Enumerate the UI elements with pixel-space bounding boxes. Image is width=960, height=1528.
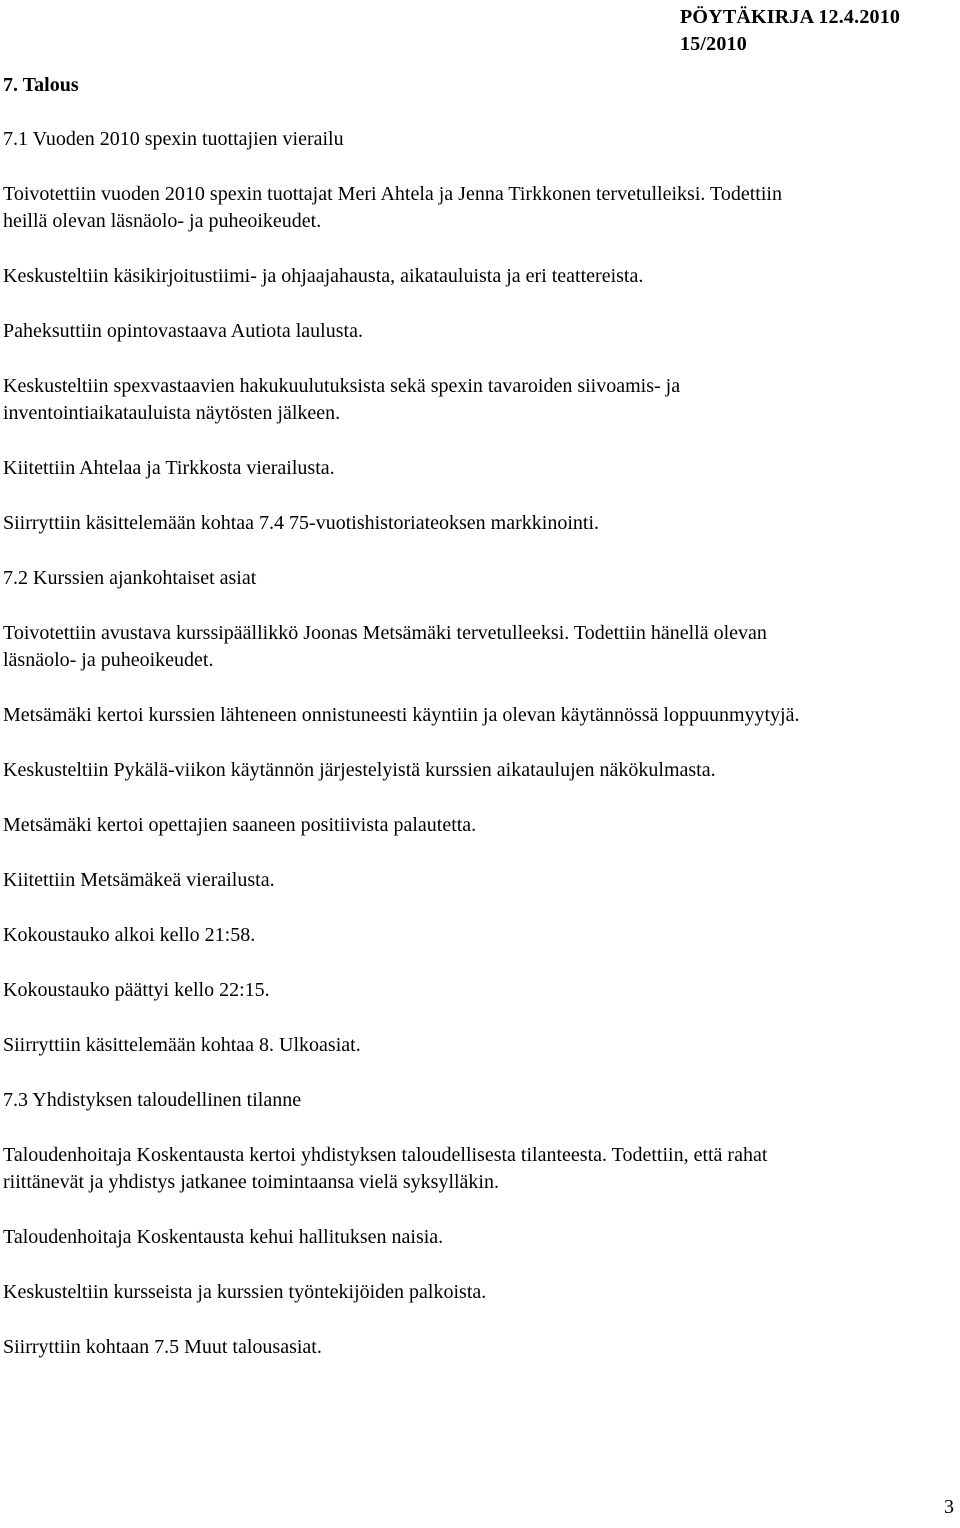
paragraph: Kiitettiin Metsämäkeä vierailusta. (3, 869, 275, 891)
paragraph: Toivotettiin avustava kurssipäällikkö Joonas Metsämäki tervetulleeksi. Todettiin hänellä olevan läsnäolo- ja puheoikeudet. (3, 622, 767, 671)
header-number: 15/2010 (680, 33, 747, 55)
paragraph: Keskusteltiin spexvastaavien hakukuulutuksista sekä spexin tavaroiden siivoamis- ja inventointiaikatauluista näytösten jälkeen. (3, 375, 681, 424)
subsection-title-7-1: 7.1 Vuoden 2010 spexin tuottajien vierailu (3, 128, 344, 150)
paragraph: Metsämäki kertoi kurssien lähteneen onnistuneesti käyntiin ja olevan käytännössä loppuunmyytyjä. (3, 704, 800, 726)
paragraph: Paheksuttiin opintovastaava Autiota laulusta. (3, 320, 363, 342)
paragraph: Metsämäki kertoi opettajien saaneen positiivista palautetta. (3, 814, 477, 836)
paragraph: Taloudenhoitaja Koskentausta kertoi yhdistyksen taloudellisesta tilanteesta. Todettiin, että rahat riittänevät ja yhdistys jatkanee toimintaansa vielä syksylläkin. (3, 1144, 768, 1193)
paragraph: Keskusteltiin kursseista ja kurssien työntekijöiden palkoista. (3, 1281, 487, 1303)
page-number: 3 (944, 1496, 954, 1518)
paragraph: Keskusteltiin käsikirjoitustiimi- ja ohjaajahausta, aikatauluista ja eri teattereista. (3, 265, 644, 287)
paragraph: Kiitettiin Ahtelaa ja Tirkkosta vierailusta. (3, 457, 335, 479)
paragraph: Kokoustauko päättyi kello 22:15. (3, 979, 270, 1001)
paragraph: Siirryttiin käsittelemään kohtaa 8. Ulkoasiat. (3, 1034, 361, 1056)
paragraph: Taloudenhoitaja Koskentausta kehui hallituksen naisia. (3, 1226, 444, 1248)
subsection-title-7-2: 7.2 Kurssien ajankohtaiset asiat (3, 567, 257, 589)
paragraph: Keskusteltiin Pykälä-viikon käytännön järjestelyistä kurssien aikataulujen näkökulmasta. (3, 759, 716, 781)
subsection-title-7-3: 7.3 Yhdistyksen taloudellinen tilanne (3, 1089, 302, 1111)
paragraph: Siirryttiin kohtaan 7.5 Muut talousasiat. (3, 1336, 322, 1358)
section-title: 7. Talous (3, 74, 79, 96)
document-header (680, 4, 900, 58)
paragraph: Siirryttiin käsittelemään kohtaa 7.4 75-vuotishistoriateoksen markkinointi. (3, 512, 600, 534)
document-body (3, 72, 953, 1361)
header-title: PÖYTÄKIRJA 12.4.2010 (680, 6, 901, 28)
paragraph: Kokoustauko alkoi kello 21:58. (3, 924, 256, 946)
paragraph: Toivotettiin vuoden 2010 spexin tuottajat Meri Ahtela ja Jenna Tirkkonen tervetulleiksi. Todettiin heillä olevan läsnäolo- ja puheoikeudet. (3, 183, 782, 232)
